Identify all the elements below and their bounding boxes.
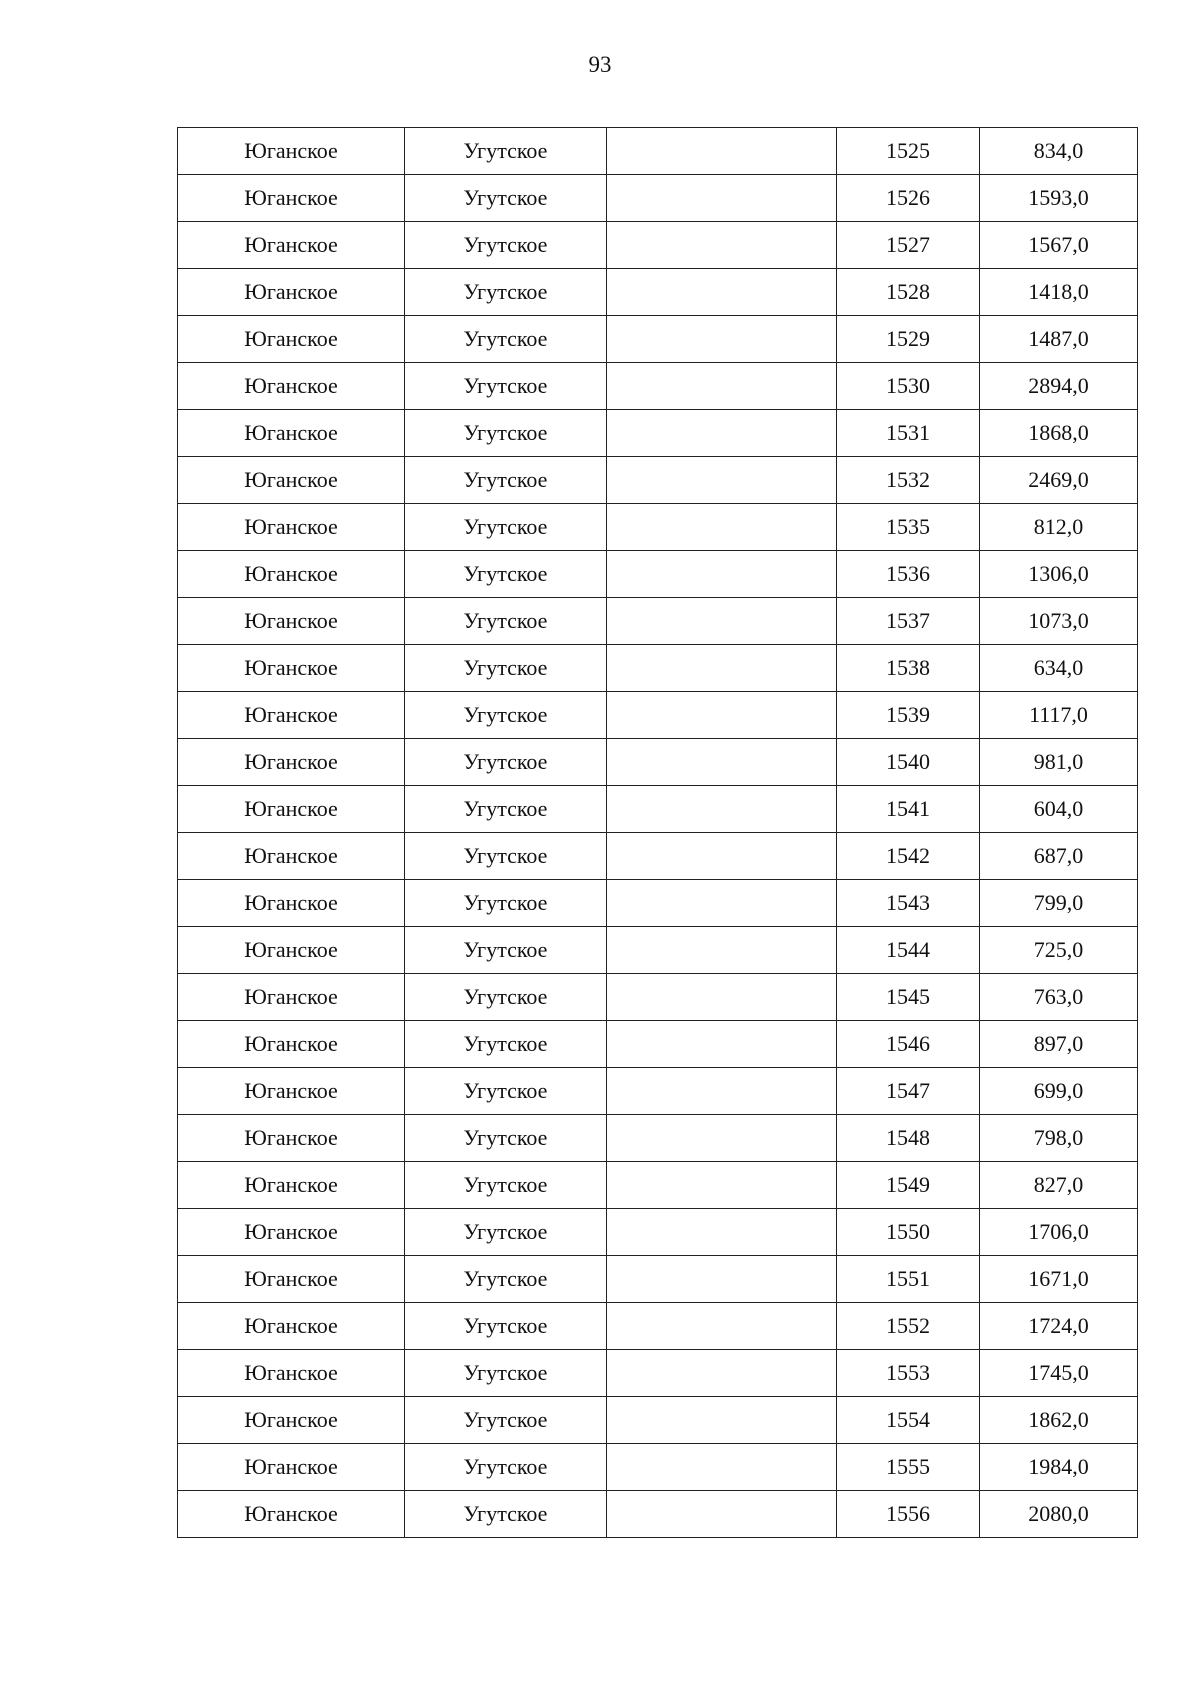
table-row [178,692,1138,739]
cell-area: Угутское [405,1303,607,1350]
cell-value: 1567,0 [980,222,1138,269]
cell-empty [607,786,837,833]
page-number: 93 [588,52,612,77]
cell-deposit: Юганское [178,645,405,692]
cell-value: 1862,0 [980,1397,1138,1444]
table-row [178,269,1138,316]
cell-deposit: Юганское [178,316,405,363]
table-row [178,880,1138,927]
cell-area: Угутское [405,457,607,504]
cell-deposit: Юганское [178,175,405,222]
table-row [178,128,1138,175]
cell-number: 1550 [837,1209,980,1256]
table-row [178,363,1138,410]
table-body [178,128,1138,1538]
cell-empty [607,457,837,504]
cell-empty [607,504,837,551]
cell-empty [607,269,837,316]
cell-number: 1525 [837,128,980,175]
cell-deposit: Юганское [178,1491,405,1538]
cell-value: 834,0 [980,128,1138,175]
cell-number: 1549 [837,1162,980,1209]
cell-deposit: Юганское [178,880,405,927]
cell-value: 763,0 [980,974,1138,1021]
cell-area: Угутское [405,1021,607,1068]
cell-value: 1073,0 [980,598,1138,645]
cell-number: 1542 [837,833,980,880]
cell-area: Угутское [405,269,607,316]
cell-deposit: Юганское [178,363,405,410]
cell-area: Угутское [405,1397,607,1444]
cell-number: 1546 [837,1021,980,1068]
cell-number: 1535 [837,504,980,551]
cell-empty [607,128,837,175]
cell-deposit: Юганское [178,1021,405,1068]
cell-value: 1306,0 [980,551,1138,598]
cell-empty [607,692,837,739]
cell-number: 1556 [837,1491,980,1538]
cell-empty [607,1209,837,1256]
table-row [178,457,1138,504]
cell-empty [607,316,837,363]
table-row [178,1256,1138,1303]
table-row [178,316,1138,363]
table-row [178,1491,1138,1538]
cell-area: Угутское [405,786,607,833]
cell-area: Угутское [405,222,607,269]
cell-number: 1530 [837,363,980,410]
table-row [178,551,1138,598]
cell-value: 604,0 [980,786,1138,833]
cell-number: 1538 [837,645,980,692]
cell-number: 1531 [837,410,980,457]
cell-empty [607,880,837,927]
cell-number: 1528 [837,269,980,316]
cell-deposit: Юганское [178,1115,405,1162]
cell-number: 1527 [837,222,980,269]
table-row [178,974,1138,1021]
cell-number: 1541 [837,786,980,833]
cell-value: 1984,0 [980,1444,1138,1491]
table-row [178,1397,1138,1444]
cell-area: Угутское [405,504,607,551]
cell-area: Угутское [405,316,607,363]
table-row [178,222,1138,269]
cell-value: 798,0 [980,1115,1138,1162]
cell-value: 799,0 [980,880,1138,927]
cell-area: Угутское [405,1491,607,1538]
cell-value: 699,0 [980,1068,1138,1115]
cell-empty [607,974,837,1021]
table-row [178,645,1138,692]
table-row [178,1021,1138,1068]
cell-value: 2894,0 [980,363,1138,410]
cell-number: 1539 [837,692,980,739]
data-table [177,127,1138,1538]
cell-value: 1487,0 [980,316,1138,363]
cell-number: 1553 [837,1350,980,1397]
cell-deposit: Юганское [178,739,405,786]
table-row [178,1350,1138,1397]
cell-number: 1537 [837,598,980,645]
cell-number: 1547 [837,1068,980,1115]
cell-deposit: Юганское [178,692,405,739]
cell-area: Угутское [405,1162,607,1209]
cell-empty [607,1021,837,1068]
table-row [178,504,1138,551]
cell-empty [607,551,837,598]
cell-value: 2469,0 [980,457,1138,504]
cell-empty [607,175,837,222]
cell-value: 1671,0 [980,1256,1138,1303]
cell-value: 1724,0 [980,1303,1138,1350]
table-row [178,786,1138,833]
table-row [178,1115,1138,1162]
cell-area: Угутское [405,128,607,175]
cell-area: Угутское [405,1209,607,1256]
cell-empty [607,927,837,974]
cell-area: Угутское [405,974,607,1021]
cell-number: 1555 [837,1444,980,1491]
cell-number: 1526 [837,175,980,222]
table-row [178,175,1138,222]
table-row [178,833,1138,880]
cell-deposit: Юганское [178,457,405,504]
cell-value: 1418,0 [980,269,1138,316]
table-row [178,410,1138,457]
cell-area: Угутское [405,1350,607,1397]
cell-deposit: Юганское [178,598,405,645]
cell-number: 1552 [837,1303,980,1350]
cell-area: Угутское [405,833,607,880]
cell-area: Угутское [405,1256,607,1303]
cell-deposit: Юганское [178,1068,405,1115]
cell-empty [607,1115,837,1162]
cell-empty [607,363,837,410]
cell-empty [607,1491,837,1538]
table-row [178,1209,1138,1256]
cell-empty [607,222,837,269]
cell-deposit: Юганское [178,1209,405,1256]
cell-area: Угутское [405,175,607,222]
cell-area: Угутское [405,410,607,457]
cell-area: Угутское [405,645,607,692]
cell-value: 981,0 [980,739,1138,786]
table-row [178,927,1138,974]
cell-number: 1536 [837,551,980,598]
cell-deposit: Юганское [178,786,405,833]
cell-deposit: Юганское [178,269,405,316]
cell-deposit: Юганское [178,222,405,269]
cell-deposit: Юганское [178,128,405,175]
cell-value: 687,0 [980,833,1138,880]
cell-area: Угутское [405,1068,607,1115]
cell-value: 897,0 [980,1021,1138,1068]
cell-number: 1540 [837,739,980,786]
cell-deposit: Юганское [178,504,405,551]
cell-area: Угутское [405,1444,607,1491]
cell-number: 1529 [837,316,980,363]
cell-area: Угутское [405,1115,607,1162]
cell-value: 812,0 [980,504,1138,551]
cell-value: 2080,0 [980,1491,1138,1538]
cell-empty [607,1068,837,1115]
cell-number: 1551 [837,1256,980,1303]
cell-deposit: Юганское [178,974,405,1021]
cell-deposit: Юганское [178,1162,405,1209]
cell-empty [607,1162,837,1209]
cell-deposit: Юганское [178,833,405,880]
cell-deposit: Юганское [178,1350,405,1397]
cell-empty [607,833,837,880]
cell-empty [607,739,837,786]
table-row [178,1303,1138,1350]
cell-deposit: Юганское [178,1444,405,1491]
cell-empty [607,1397,837,1444]
cell-value: 725,0 [980,927,1138,974]
cell-area: Угутское [405,880,607,927]
table-row [178,1162,1138,1209]
cell-empty [607,1444,837,1491]
cell-area: Угутское [405,692,607,739]
cell-deposit: Юганское [178,927,405,974]
cell-deposit: Юганское [178,410,405,457]
cell-empty [607,1303,837,1350]
table-row [178,1444,1138,1491]
cell-area: Угутское [405,551,607,598]
cell-number: 1543 [837,880,980,927]
cell-value: 1868,0 [980,410,1138,457]
cell-number: 1545 [837,974,980,1021]
cell-deposit: Юганское [178,1256,405,1303]
table-row [178,598,1138,645]
cell-number: 1554 [837,1397,980,1444]
cell-empty [607,1256,837,1303]
cell-number: 1548 [837,1115,980,1162]
cell-area: Угутское [405,739,607,786]
cell-deposit: Юганское [178,1397,405,1444]
cell-value: 827,0 [980,1162,1138,1209]
cell-area: Угутское [405,927,607,974]
cell-value: 1117,0 [980,692,1138,739]
cell-value: 1593,0 [980,175,1138,222]
cell-value: 634,0 [980,645,1138,692]
cell-area: Угутское [405,363,607,410]
cell-value: 1706,0 [980,1209,1138,1256]
cell-empty [607,1350,837,1397]
cell-deposit: Юганское [178,551,405,598]
cell-deposit: Юганское [178,1303,405,1350]
cell-empty [607,598,837,645]
cell-empty [607,410,837,457]
cell-empty [607,645,837,692]
cell-value: 1745,0 [980,1350,1138,1397]
cell-number: 1544 [837,927,980,974]
cell-area: Угутское [405,598,607,645]
cell-number: 1532 [837,457,980,504]
table-row [178,1068,1138,1115]
table-row [178,739,1138,786]
